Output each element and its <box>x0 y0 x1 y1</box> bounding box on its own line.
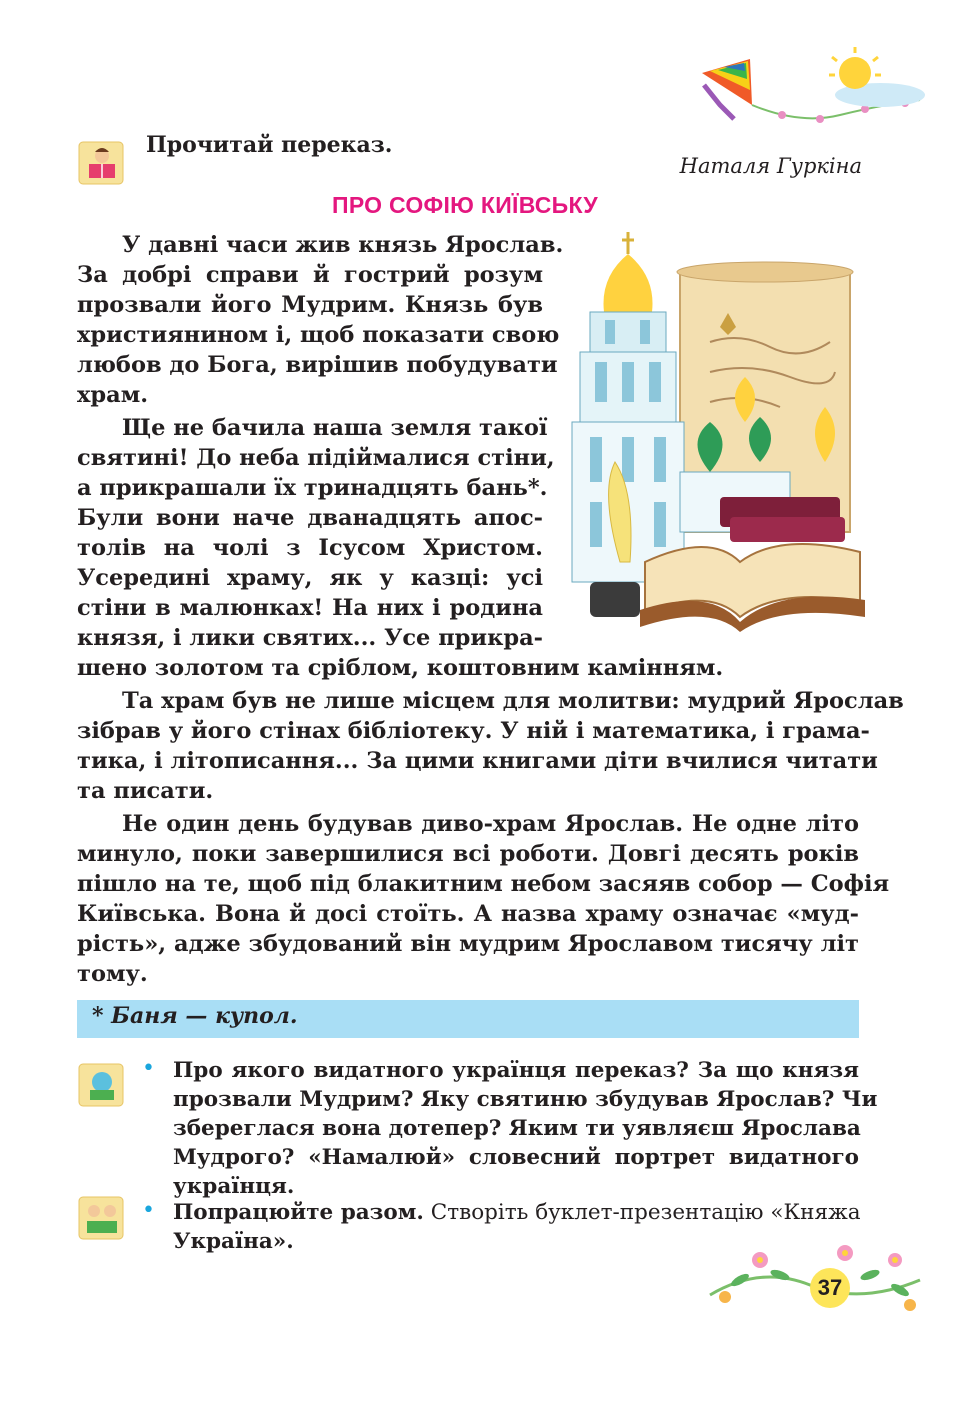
bullet-icon: • <box>142 1056 155 1081</box>
story-line: толів на чолі з Ісусом Христом. <box>77 535 543 561</box>
story-line: Не один день будував диво-храм Ярослав. Не одне літо <box>122 811 859 837</box>
question-line: Мудрого? «Намалюй» словесний портрет видатного <box>173 1145 859 1170</box>
questions-icon <box>77 1060 127 1110</box>
story-line: У давні часи жив князь Ярослав. <box>122 232 564 258</box>
story-line: стіни в малюнках! На них і родина <box>77 595 543 621</box>
story-line: Були вони наче дванадцять апос- <box>77 505 543 531</box>
story-line: минуло, поки завершилися всі роботи. Довгі десять років <box>77 841 859 867</box>
story-line: рість», адже збудований він мудрим Ярославом тисячу літ <box>77 931 859 957</box>
story-line: пішло на те, щоб під блакитним небом засяяв собор — Софія <box>77 871 890 897</box>
story-line: Ще не бачила наша земля такої <box>122 415 548 441</box>
task-bold: Попрацюйте разом. <box>173 1200 424 1225</box>
question-line: прозвали Мудрим? Яку святиню збудував Ярослав? Чи <box>173 1087 878 1112</box>
story-line: тика, і літописання... За цими книгами діти вчилися читати <box>77 748 878 774</box>
page-number: 37 <box>810 1268 850 1308</box>
story-title: ПРО СОФІЮ КИЇВСЬКУ <box>331 192 598 218</box>
teamwork-icon <box>77 1193 127 1243</box>
story-line: За добрі справи й гострий розум <box>77 262 543 288</box>
task-line-2: Україна». <box>173 1229 294 1254</box>
story-line: князя, і лики святих... Усе прикра- <box>77 625 543 651</box>
instruction-text: Прочитай переказ. <box>146 132 393 158</box>
sun-icon <box>829 47 881 89</box>
reading-child-icon <box>77 138 127 188</box>
story-line: та писати. <box>77 778 214 804</box>
story-line: шено золотом та сріблом, коштовним камінням. <box>77 655 724 681</box>
question-line: Про якого видатного українця переказ? За що князя <box>173 1058 859 1083</box>
story-line: тому. <box>77 961 148 987</box>
author-name: Наталя Гуркіна <box>679 154 862 178</box>
story-line: християнином і, щоб показати свою <box>77 322 560 348</box>
story-line: Та храм був не лише місцем для молитви: мудрий Ярослав <box>122 688 904 714</box>
story-line: зібрав у його стінах бібліотеку. У ній і математика, і грама- <box>77 718 870 744</box>
story-line: святині! До неба підіймалися стіни, <box>77 445 555 471</box>
story-line: прозвали його Мудрим. Князь був <box>77 292 543 318</box>
bullet-icon: • <box>142 1198 155 1223</box>
story-line: любов до Бога, вирішив побудувати <box>77 352 558 378</box>
task-text: Створіть буклет-презентацію «Княжа <box>423 1200 861 1225</box>
question-line: збереглася вона дотепер? Яким ти уявляєш Ярослава <box>173 1116 861 1141</box>
kite-icon <box>702 59 752 119</box>
kite-sun-decoration <box>690 45 950 135</box>
story-line: Київська. Вона й досі стоїть. А назва храму означає «муд- <box>77 901 859 927</box>
cathedral-book-illustration <box>560 232 875 637</box>
question-line: українця. <box>173 1174 295 1199</box>
task-line <box>173 1198 859 1227</box>
footnote-text: * Баня — купол. <box>92 1003 298 1029</box>
story-line: Усередині храму, як у казці: усі <box>77 565 543 591</box>
story-line: а прикрашали їх тринадцять бань*. <box>77 475 548 501</box>
story-line: храм. <box>77 382 149 408</box>
